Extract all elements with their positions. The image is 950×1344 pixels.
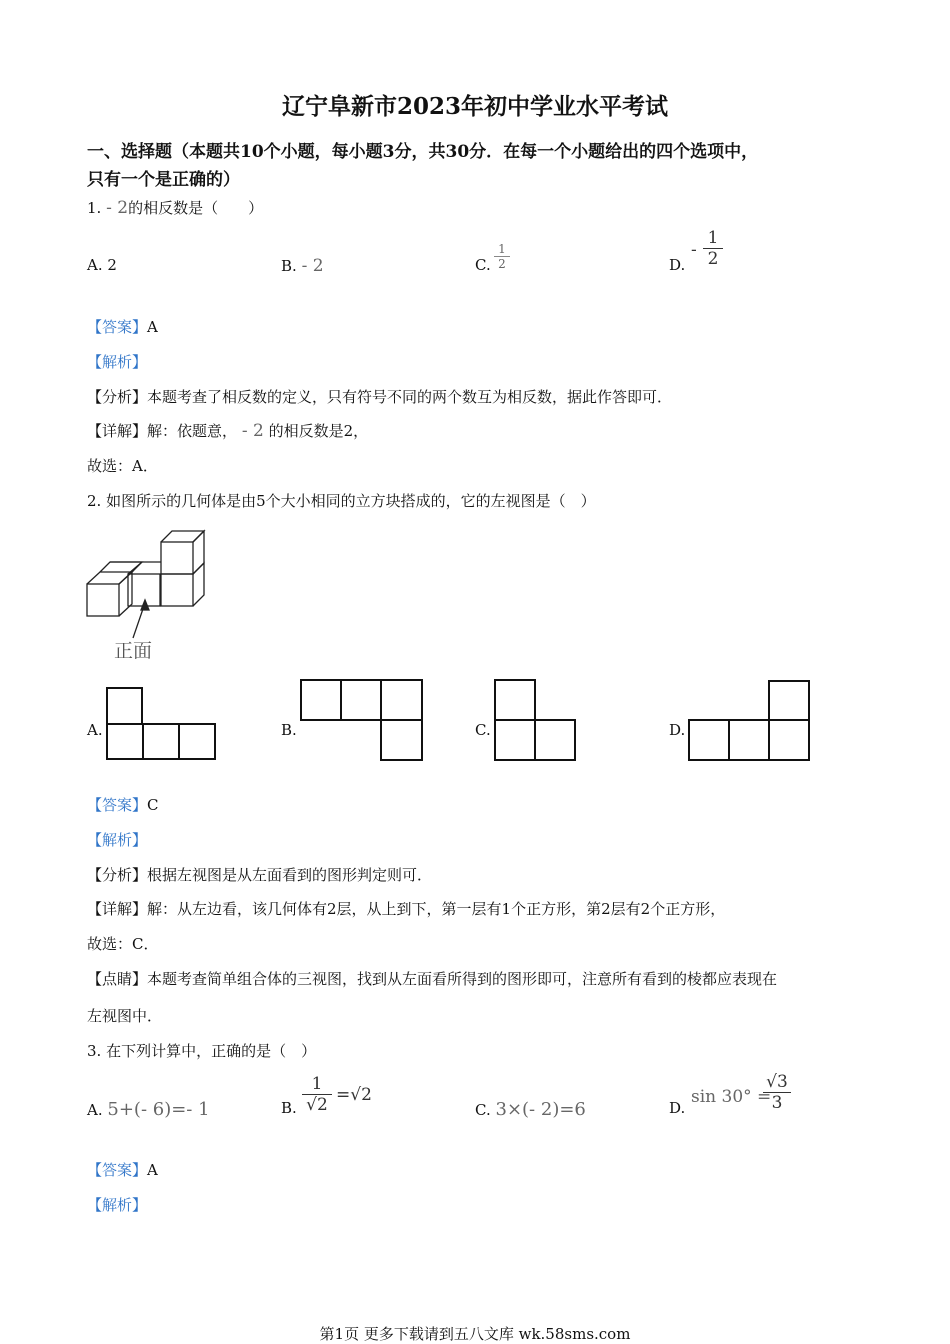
q1-detail-expr: - 2 [241,421,264,441]
section-heading-line1: 一、选择题（本题共10个小题，每小题3分，共30分．在每一个小题给出的四个选项中， [87,142,759,162]
q1-option-a: A. 2 [87,256,117,274]
answer-tag: 【答案】 [87,318,148,336]
q3-option-d-fraction [763,1072,791,1113]
q1-choose: 故选：A． [87,457,158,475]
q2-answer [87,794,159,815]
q3-stem: 3. 在下列计算中，正确的是（ ） [87,1042,317,1060]
q2-comment-line1: 本题考查简单组合体的三视图，找到从左面看所得到的图形即可，注意所有看到的棱都应表现在 [147,970,778,988]
q3-option-b-rhs: =√2 [336,1085,372,1105]
q1-option-b-label: B. [281,257,297,275]
q3-option-a-expr: 5+(- 6)=- 1 [107,1099,210,1120]
q2-front-label: 正面 [114,640,153,662]
q3-option-c [475,1099,586,1120]
q2-option-b-figure [301,680,422,760]
q1-option-c-label: C. [475,256,491,274]
q2-comment-line2: 左视图中． [87,1007,163,1025]
q1-text: 的相反数是（ ） [128,199,264,217]
q1-option-d-denominator: 2 [707,249,719,269]
q2-option-b-label: B. [281,721,297,739]
q3-option-b-fraction [302,1074,332,1115]
q3-option-d-lhs: sin 30° = [691,1087,772,1107]
q2-choose: 故选：C． [87,935,159,953]
q3-option-c-label: C. [475,1101,491,1119]
q3-option-a [87,1099,210,1120]
q3-option-a-label: A. [87,1101,103,1119]
q1-option-b-value: - 2 [301,256,324,276]
q2-detail-text: 解：从左边看，该几何体有2层，从上到下，第一层有1个正方形，第2层有2个正方形， [147,900,726,918]
q1-number: 1. [87,199,102,217]
q2-option-d-figure [689,681,809,760]
q2-comment [87,968,777,989]
section-heading-line2: 只有一个是正确的） [87,170,240,190]
q2-stem: 2. 如图所示的几何体是由5个大小相同的立方块搭成的，它的左视图是（ ） [87,492,596,510]
q3-answer [87,1159,158,1180]
q1-option-d-numerator: 1 [707,228,719,248]
q1-expr: - 2 [106,198,129,218]
q1-option-d-label: D. [669,256,686,274]
q2-option-c-figure [495,680,575,760]
comment-tag: 【点睛】 [87,970,148,988]
q1-analysis-tag: 【解析】 [87,353,148,371]
page-title: 辽宁阜新市2023年初中学业水平考试 [281,93,668,120]
q1-detail-pre: 解：依题意， [147,422,238,440]
q3-option-b-label: B. [281,1099,297,1117]
q3-analysis-tag: 【解析】 [87,1196,148,1214]
q2-detail [87,898,725,919]
q3-answer-value: A [147,1161,158,1179]
q1-fenxi-text: 本题考查了相反数的定义，只有符号不同的两个数互为相反数，据此作答即可． [147,388,673,406]
q3-option-d-label: D. [669,1099,686,1117]
q2-option-a-figure [107,688,215,759]
answer-tag: 【答案】 [87,796,148,814]
q2-analysis-tag: 【解析】 [87,831,148,849]
q2-answer-value: C [147,796,159,814]
q3-option-b-denominator: √2 [306,1095,328,1115]
q3-option-b-numerator: 1 [311,1074,323,1094]
q1-option-c-numerator: 1 [498,242,506,256]
q1-option-d-sign: - [691,240,697,260]
q2-option-a-label: A. [87,721,103,739]
q1-answer-value: A [147,318,158,336]
answer-tag: 【答案】 [87,1161,148,1179]
q2-option-c-label: C. [475,721,491,739]
q2-option-d-label: D. [669,721,686,739]
fenxi-tag: 【分析】 [87,388,148,406]
q3-option-d-numerator: √3 [766,1072,788,1092]
detail-tag: 【详解】 [87,900,148,918]
q2-fenxi [87,864,432,885]
page-footer: 第1页 更多下载请到五八文库 wk.58sms.com [319,1325,631,1343]
q2-fenxi-text: 根据左视图是从左面看到的图形判定则可． [147,866,433,884]
q3-option-c-expr: 3×(- 2)=6 [495,1099,586,1120]
q3-option-d-denominator: 3 [771,1093,783,1113]
detail-tag: 【详解】 [87,422,148,440]
q1-option-c-denominator: 2 [498,257,506,271]
fenxi-tag: 【分析】 [87,866,148,884]
q1-detail-post: 的相反数是2， [268,422,369,440]
